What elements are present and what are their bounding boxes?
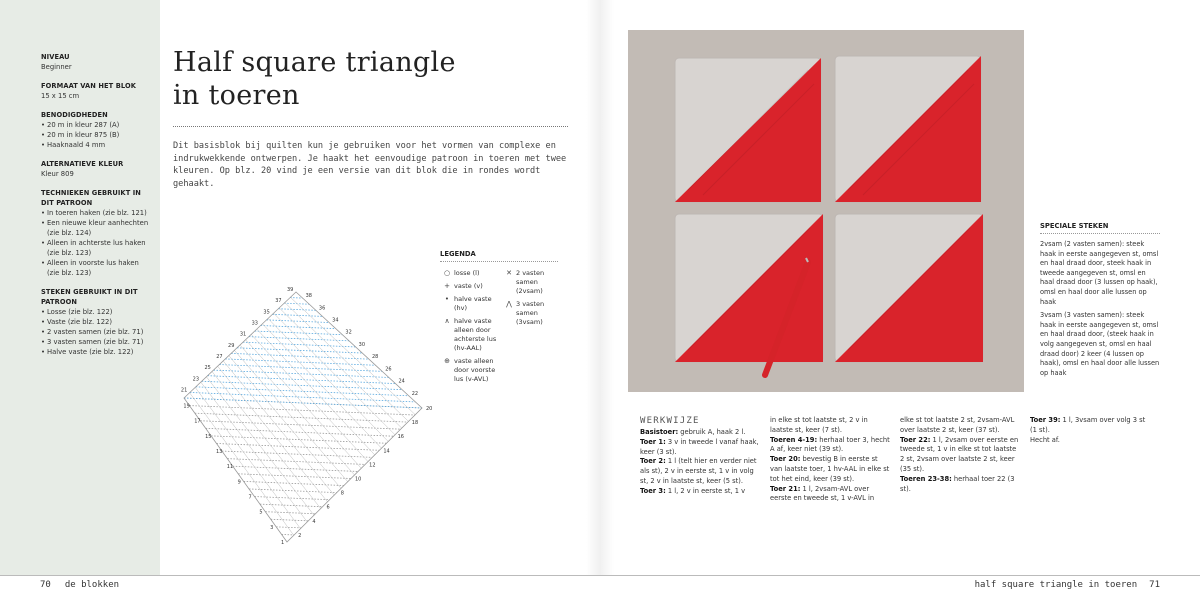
instruction [770,485,892,505]
footer-divider [0,575,1200,576]
instruction-text: bevestig B in eerste st van laatste toer, 1 hv-AAL in elke st tot het eind, keer (39 st). [770,455,890,483]
list-item: • 20 m in kleur 287 (A) [41,120,150,130]
chart-column-line [246,340,362,469]
row-number-label: 2 [298,532,302,539]
chart-row-line [190,392,415,401]
row-number-label: 9 [237,479,241,486]
legend-label: halve vaste alleen door achterste lus (hv-AAL) [454,317,497,352]
instruction [640,487,762,497]
row-number-label: 34 [332,317,339,324]
list-item: • 3 vasten samen (zie blz. 71) [41,337,150,347]
instruction-text: 3 v in tweede l vanaf haak, keer (3 st). [640,437,759,456]
chain-symbol-icon: ○ [443,269,451,277]
chart-row-line [200,421,400,429]
row-number-label: 13 [215,449,223,456]
sidebar-section-niveau [41,52,150,72]
list-item: • Haaknaald 4 mm [41,140,150,150]
legend-item [440,282,502,291]
instruction [640,457,762,486]
instruction-text: gebruik A, haak 2 l. [678,428,746,436]
footer-left [40,580,119,590]
instruction-label: Toer 21: [770,484,801,493]
legend-label: halve vaste (hv) [454,295,492,312]
legend-column [502,269,564,388]
chart-row-line [261,325,336,328]
instructions-column [900,416,1030,504]
legend-item [440,269,502,278]
chart-outline [184,292,422,542]
row-number-label: 6 [326,504,330,511]
divider [173,126,568,127]
back-loop-symbol-icon: ∧ [444,317,450,325]
special-stitch-3vsam: 3vsam (3 vasten samen): steek haak in eerste aangegeven st, omsl en haal draad door, (steek haak in volg aangegeven st, omsl en haal draad door) 2 keer (4 lussen op haak), omsl en haal door alle lussen op haak [1040,311,1160,377]
page-number: 70 [40,580,51,590]
row-number-label: 36 [318,305,326,312]
row-number-label: 26 [385,366,392,373]
instruction [1030,436,1152,446]
row-number-label: 1 [281,540,285,546]
row-number-label: 23 [192,376,200,383]
chart-row-line [238,474,351,479]
row-number-label: 39 [287,287,294,293]
instructions-title: WERKWIJZE [640,416,700,426]
chart-row-line [265,512,315,514]
single-crochet-symbol-icon: + [444,282,450,290]
instruction-text: 1 l (telt hier en verder niet als st), 2 v in eerste st, 1 v in volg st, 2 v in laatste st, keer (5 st). [640,457,757,485]
row-number-label: 14 [383,448,390,455]
instruction [770,455,892,484]
chart-row-line [217,443,380,450]
page-number: 71 [1149,580,1160,590]
chart-row-line [271,519,309,521]
instruction-text: herhaal toer 3, hecht A af, keer niet (39 st). [770,435,890,454]
row-number-label: 29 [228,342,235,349]
sidebar-section-technieken [41,188,150,278]
instructions-column [770,416,900,504]
sc2tog-symbol-icon: ✕ [506,269,512,277]
row-number-label: 33 [251,320,259,327]
special-stitch-2vsam: 2vsam (2 vasten samen): steek haak in eerste aangegeven st, omsl en haal draad door, steek haak in tweede aangegeven st, omsl en haal draad door (3 lussen op haak), omsl en haal door alle lussen op haak [1040,240,1159,306]
row-number-label: 8 [340,490,344,497]
chart-column-line [215,366,328,502]
sidebar-heading: FORMAAT VAN HET BLOK [41,81,136,90]
row-number-label: 21 [180,387,188,394]
instruction [770,416,892,436]
list-item: • 20 m in kleur 875 (B) [41,130,150,140]
row-number-label: 27 [216,353,223,360]
title-line: in toeren [173,80,300,111]
front-loop-symbol-icon: ⊕ [444,357,450,365]
sc3tog-symbol-icon: ⋀ [506,300,512,308]
chart-row-line [233,466,358,471]
sidebar-section-steken [41,287,150,357]
list-item: • Alleen in achterste lus haken (zie blz. 123) [41,238,150,258]
chart-column-line [240,345,355,475]
sidebar-list [41,120,150,150]
row-number-label: 31 [239,331,247,338]
blocks-photo [628,30,1024,392]
legend-label: vaste (v) [454,282,483,290]
instructions-column [1030,416,1160,504]
chart-row-line [222,451,372,457]
row-number-label: 10 [354,476,362,483]
instruction-text: 1 l, 2vsam over eerste en tweede st, 1 v in elke st tot laatste 2 st, 2vsam over laatste 2 st, keer (35 st). [900,435,1019,473]
half-double-symbol-icon: • [444,295,450,303]
instruction-label: Toer 2: [640,457,666,466]
sidebar-section-formaat [41,81,150,101]
chart-row-line [206,428,394,436]
instruction [900,416,1022,436]
legend-label: losse (l) [454,269,480,277]
chart-row-line [244,481,344,485]
legend-item [440,357,502,384]
page-title [173,46,573,112]
instruction [900,475,1022,495]
instructions-column [640,428,770,504]
list-item: • Vaste (zie blz. 122) [41,317,150,327]
chart-row-line [282,534,295,535]
chart-row-line [278,309,316,311]
instruction-text: 1 l, 3vsam over volg 3 st (1 st). [1030,416,1146,434]
legend-item [502,269,564,296]
crochet-block-4 [835,214,983,362]
row-number-label: 38 [305,293,313,300]
sidebar-heading: ALTERNATIEVE KLEUR [41,159,124,168]
sidebar-heading: TECHNIEKEN GEBRUIKT IN DIT PATROON [41,188,141,207]
instruction-label: Toeren 23-38: [900,474,952,483]
row-number-label: 5 [259,509,263,516]
row-number-label: 22 [411,390,419,397]
row-number-label: 16 [397,434,404,441]
sidebar-list [41,307,150,357]
footer-right [975,580,1160,590]
list-item: • In toeren haken (zie blz. 121) [41,208,150,218]
chart-row-line [290,298,303,299]
chart-row-line [260,504,323,507]
row-number-label: 32 [345,329,352,336]
instruction-label: Toer 22: [900,435,931,444]
row-number-label: 35 [263,309,270,316]
instruction [640,438,762,458]
sidebar-list [41,208,150,278]
sidebar-section-benodigdheden [41,110,150,150]
legend-label: 2 vasten samen (2vsam) [516,269,545,295]
sidebar-heading: STEKEN GEBRUIKT IN DIT PATROON [41,287,138,306]
row-number-label: 4 [312,518,316,525]
sidebar-text: 15 x 15 cm [41,92,80,100]
row-number-label: 11 [226,464,234,471]
instruction-text: herhaal toer 22 (3 st). [900,474,1015,493]
legend-item [440,295,502,313]
instruction [640,428,762,438]
chart-column-line [290,297,415,414]
row-number-label: 7 [248,494,252,501]
instruction-text: elke st tot laatste 2 st, 2vsam-AVL over laatste 2 st, keer (37 st). [900,416,1015,434]
intro-text: Dit basisblok bij quilten kun je gebruiken voor het vormen van complexe en indrukwekkende ontwerpen. Je haakt het eenvoudige patroon in toeren met twee kleuren. Op blz. 20 vind je een versie van dit blok die in rondes wordt gehaakt. [173,141,567,189]
legend-label: 3 vasten samen (3vsam) [516,300,545,326]
chart-row-line [219,365,382,372]
list-item: • Losse (zie blz. 122) [41,307,150,317]
chart-row-line [267,320,330,323]
instruction-label: Toer 3: [640,486,666,495]
gutter [586,0,614,575]
row-number-label: 25 [204,365,211,372]
row-number-label: 12 [369,462,376,469]
list-item: • Alleen in voorste lus haken (zie blz. 123) [41,258,150,278]
row-number-label: 19 [183,403,190,410]
row-number-label: 3 [270,524,274,531]
chart-column-line [234,350,347,481]
instruction-label: Toer 20: [770,455,801,464]
chart-row-line [276,527,301,528]
crochet-block-2 [835,56,981,202]
instruction-text: 1 l, 2vsam-AVL over eerste en tweede st, 1 v-AVL in [770,484,875,503]
running-head: half square triangle in toeren [974,580,1138,590]
row-number-label: 24 [398,378,405,385]
row-number-label: 28 [371,354,379,361]
instruction [900,436,1022,475]
list-item: • Halve vaste (zie blz. 122) [41,347,150,357]
chart-row-line [189,406,414,415]
title-line: Half square triangle [173,47,456,78]
row-number-label: 17 [194,418,201,425]
chart-row-line [237,348,362,353]
chart-row-line [225,359,375,365]
instruction-text: 1 l, 2 v in eerste st, 1 v [665,486,746,495]
special-stitches-title: SPECIALE STEKEN [1040,222,1160,234]
chart-column-line [223,361,334,495]
legend [440,250,590,388]
legend-title: LEGENDA [440,250,558,262]
crochet-chart [170,280,440,550]
instruction [1030,416,1152,436]
instruction-label: Toer 39: [1030,416,1061,424]
row-number-label: 15 [205,433,212,440]
row-number-label: 20 [426,406,433,412]
instruction-label: Toeren 4-19: [770,435,818,444]
row-number-label: 37 [275,298,282,305]
row-number-label: 18 [411,420,419,427]
sidebar-heading: NIVEAU [41,52,70,61]
instruction-text: in elke st tot laatste st, 2 v in laatste st, keer (7 st). [770,416,868,434]
list-item: • Een nieuwe kleur aanhechten (zie blz. 124) [41,218,150,238]
legend-column [440,269,502,388]
sidebar-text: Kleur 809 [41,170,74,178]
list-item: • 2 vasten samen (zie blz. 71) [41,327,150,337]
sidebar-text: Beginner [41,63,72,71]
special-stitches [1040,222,1160,382]
running-head: de blokken [64,580,120,590]
legend-item [502,300,564,327]
sidebar [0,0,160,575]
instruction-label: Toer 1: [640,437,666,446]
sidebar-heading: BENODIGDHEDEN [41,110,108,119]
row-number-label: 30 [358,341,366,348]
legend-label: vaste alleen door voorste lus (v-AVL) [454,357,496,383]
instruction-label: Basistoer: [640,428,679,436]
instruction-text: Hecht af. [1030,435,1060,444]
legend-item [440,317,502,353]
instruction [770,436,892,456]
sidebar-section-alternatieve-kleur [41,159,150,179]
